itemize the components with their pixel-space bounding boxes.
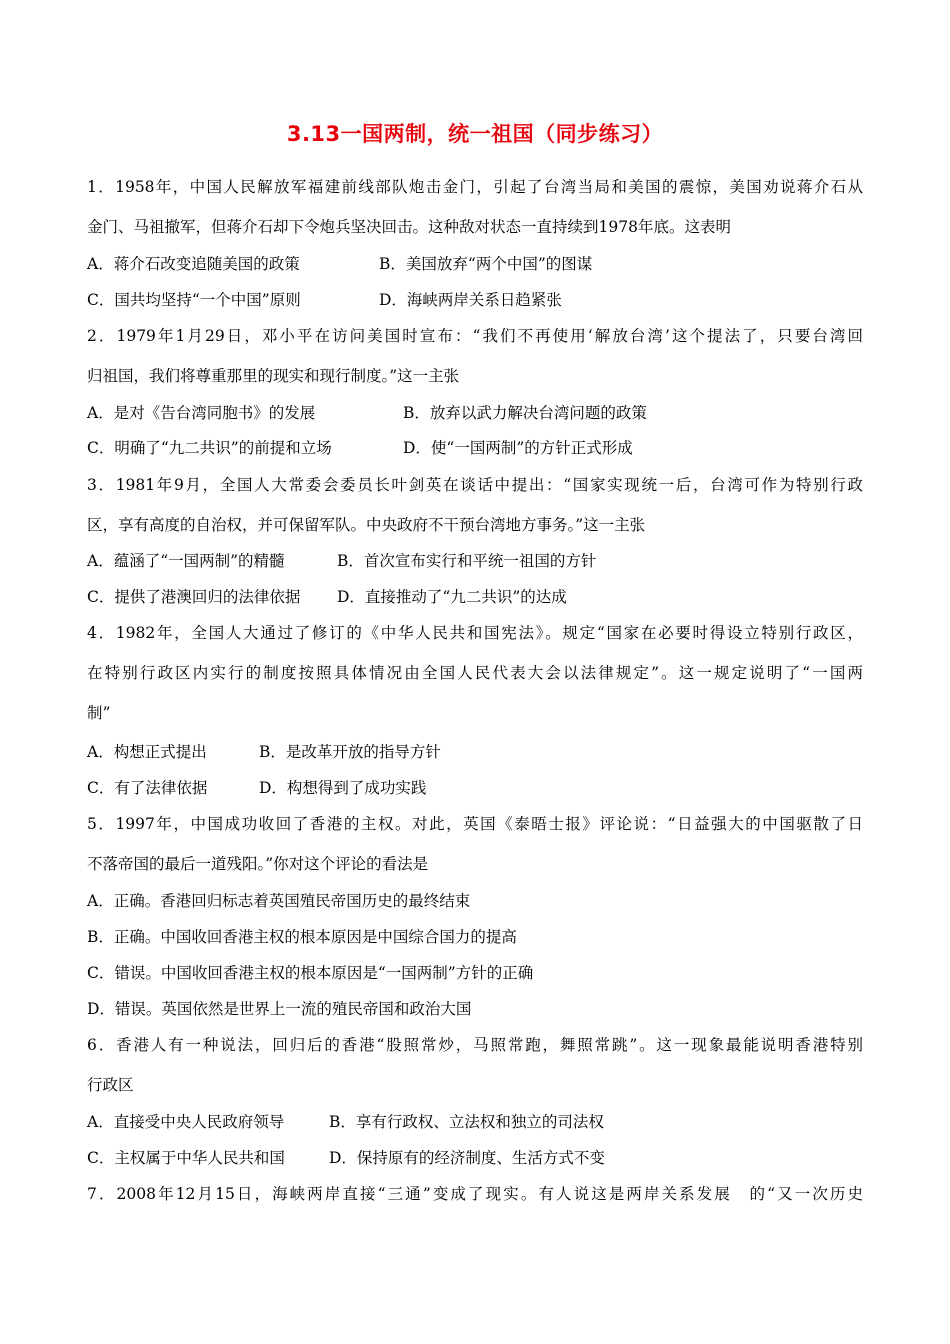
question-3-option-c: C．提供了港澳回归的法律依据 (87, 588, 301, 606)
question-1-option-c: C．国共均坚持“一个中国”原则 (87, 291, 301, 309)
question-3-stem-line-2: 区，享有高度的自治权，并可保留军队。中央政府不干预台湾地方事务。”这一主张 (87, 516, 646, 534)
question-6-option-c: C．主权属于中华人民共和国 (87, 1149, 285, 1167)
question-5-stem-line-1: 5．1997年，中国成功收回了香港的主权。对此，英国《泰晤士报》评论说：“日益强大的中国驱散了日 (87, 815, 863, 833)
question-3-option-a: A．蕴涵了“一国两制”的精髓 (87, 552, 285, 570)
question-2-option-c: C．明确了“九二共识”的前提和立场 (87, 439, 332, 457)
question-2-option-a: A．是对《告台湾同胞书》的发展 (87, 404, 316, 422)
question-4-option-d: D．构想得到了成功实践 (259, 779, 427, 797)
question-1-stem-line-1: 1．1958年，中国人民解放军福建前线部队炮击金门，引起了台湾当局和美国的震惊，美国劝说蒋介石从 (87, 178, 863, 196)
question-6-option-a: A．直接受中央人民政府领导 (87, 1113, 285, 1131)
question-2-stem-line-1: 2．1979年1月29日，邓小平在访问美国时宣布：“我们不再使用‘解放台湾’这个提法了，只要台湾回 (87, 327, 863, 345)
question-1-option-d: D．海峡两岸关系日趋紧张 (379, 291, 562, 309)
question-7-stem-line-1: 7．2008年12月15日，海峡两岸直接“三通”变成了现实。有人说这是两岸关系发展 的“又一次历史 (87, 1185, 863, 1203)
question-4-stem-line-3: 制” (87, 704, 111, 722)
question-1-option-a: A．蒋介石改变追随美国的政策 (87, 255, 300, 273)
question-6-option-d: D．保持原有的经济制度、生活方式不变 (329, 1149, 605, 1167)
question-3-stem-line-1: 3．1981年9月，全国人大常委会委员长叶剑英在谈话中提出：“国家实现统一后，台湾可作为特别行政 (87, 476, 863, 494)
question-2-option-d: D．使“一国两制”的方针正式形成 (403, 439, 633, 457)
question-5-option-d: D．错误。英国依然是世界上一流的殖民帝国和政治大国 (87, 1000, 472, 1018)
question-4-option-a: A．构想正式提出 (87, 743, 207, 761)
question-3-option-b: B．首次宣布实行和平统一祖国的方针 (337, 552, 597, 570)
question-2-stem-line-2: 归祖国，我们将尊重那里的现实和现行制度。”这一主张 (87, 367, 460, 385)
question-1-stem-line-2: 金门、马祖撤军，但蒋介石却下令炮兵坚决回击。这种敌对状态一直持续到1978年底。这表明 (87, 218, 731, 236)
question-4-option-b: B．是改革开放的指导方针 (259, 743, 441, 761)
page-title: 3.13一国两制，统一祖国（同步练习） (286, 122, 664, 146)
question-4-option-c: C．有了法律依据 (87, 779, 208, 797)
question-6-stem-line-2: 行政区 (87, 1076, 134, 1094)
question-5-option-b: B．正确。中国收回香港主权的根本原因是中国综合国力的提高 (87, 928, 517, 946)
question-4-stem-line-1: 4．1982年，全国人大通过了修订的《中华人民共和国宪法》。规定“国家在必要时得设立特别行政区， (87, 624, 863, 642)
question-5-option-c: C．错误。中国收回香港主权的根本原因是“一国两制”方针的正确 (87, 964, 534, 982)
question-5-stem-line-2: 不落帝国的最后一道残阳。”你对这个评论的看法是 (87, 855, 429, 873)
question-6-option-b: B．享有行政权、立法权和独立的司法权 (329, 1113, 604, 1131)
question-3-option-d: D．直接推动了“九二共识”的达成 (337, 588, 567, 606)
question-6-stem-line-1: 6．香港人有一种说法，回归后的香港“股照常炒，马照常跑，舞照常跳”。这一现象最能说明香港特别 (87, 1036, 863, 1054)
question-4-stem-line-2: 在特别行政区内实行的制度按照具体情况由全国人民代表大会以法律规定”。这一规定说明了“一国两 (87, 664, 863, 682)
question-2-option-b: B．放弃以武力解决台湾问题的政策 (403, 404, 647, 422)
question-1-option-b: B．美国放弃“两个中国”的图谋 (379, 255, 593, 273)
question-5-option-a: A．正确。香港回归标志着英国殖民帝国历史的最终结束 (87, 892, 471, 910)
